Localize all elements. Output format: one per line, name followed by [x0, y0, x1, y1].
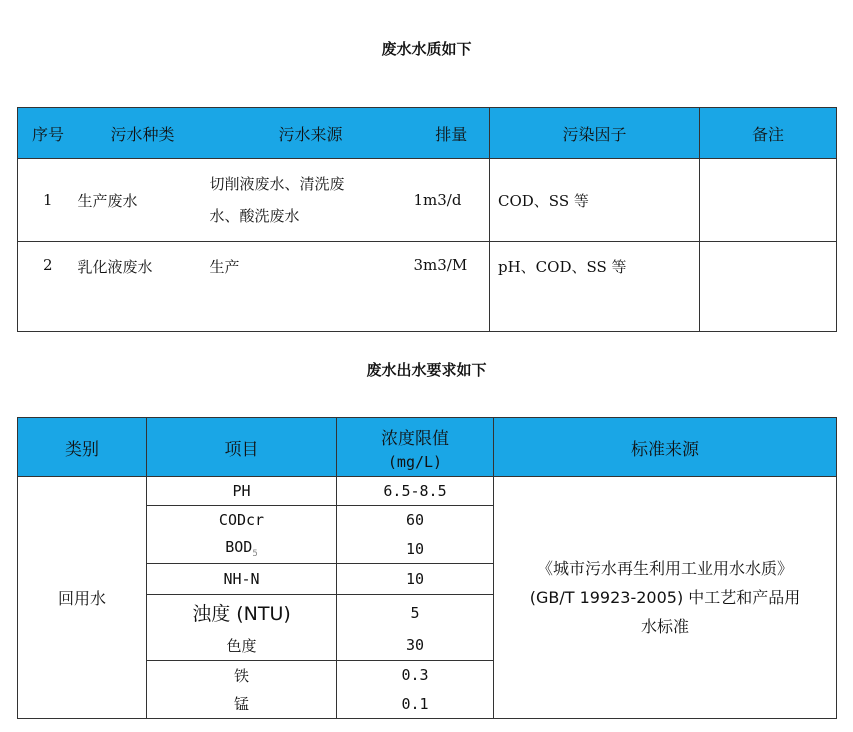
value-cell: 6.5-8.5 [337, 477, 494, 506]
header-item: 项目 [147, 418, 337, 477]
header-limit-label: 浓度限值 [381, 428, 449, 449]
item-cell: 浊度 (NTU) [147, 595, 337, 631]
standard-line1: 《城市污水再生利用工业用水水质》 [536, 559, 793, 578]
table-row [18, 477, 837, 506]
effluent-requirements-title: 废水出水要求如下 [366, 361, 487, 379]
item-cell: PH [147, 477, 337, 506]
item-cell [147, 535, 337, 564]
value-cell: 0.1 [337, 690, 494, 719]
item-cell: CODcr [147, 506, 337, 535]
value-cell: 10 [337, 564, 494, 595]
standard-line3: 水标准 [640, 617, 689, 636]
wastewater-quality-table [17, 107, 837, 332]
row-note [700, 159, 837, 242]
header-standard: 标准来源 [494, 418, 837, 477]
header-wastewater-source: 污水来源 [208, 108, 414, 159]
item-cell: 锰 [147, 690, 337, 719]
row-factor: COD、SS 等 [490, 159, 700, 242]
row-source: 生产 [208, 242, 414, 332]
row-type: 乳化液废水 [78, 242, 208, 332]
row-source-line2: 水、酸洗废水 [209, 207, 300, 225]
value-cell: 60 [337, 506, 494, 535]
value-cell: 10 [337, 535, 494, 564]
header-wastewater-type: 污水种类 [78, 108, 208, 159]
header-limit-unit: (mg/L) [387, 452, 443, 471]
category-cell: 回用水 [18, 477, 147, 719]
table-header-row [18, 418, 837, 477]
value-cell: 30 [337, 631, 494, 661]
header-note: 备注 [700, 108, 837, 159]
row-note [700, 242, 837, 332]
header-limit [337, 418, 494, 477]
row-factor: pH、COD、SS 等 [490, 242, 700, 332]
item-cell: 色度 [147, 631, 337, 661]
item-cell: 铁 [147, 661, 337, 690]
table-header-row [18, 108, 837, 159]
header-category: 类别 [18, 418, 147, 477]
value-cell: 5 [337, 595, 494, 631]
standard-line2: (GB/T 19923-2005) 中工艺和产品用 [529, 588, 801, 607]
table-row [18, 159, 837, 242]
row-amount: 3m3/M [414, 242, 490, 332]
table-row [18, 242, 837, 332]
item-text: BOD [225, 538, 253, 557]
standard-cell [494, 477, 837, 719]
wastewater-quality-title: 废水水质如下 [381, 40, 472, 58]
row-source [208, 159, 414, 242]
effluent-requirements-table [17, 417, 837, 719]
row-number: 1 [18, 159, 78, 242]
item-subscript: 5 [252, 549, 258, 560]
header-seq: 序号 [18, 108, 78, 159]
header-amount: 排量 [414, 108, 490, 159]
row-amount: 1m3/d [414, 159, 490, 242]
row-type: 生产废水 [78, 159, 208, 242]
row-number: 2 [18, 242, 78, 332]
value-cell: 0.3 [337, 661, 494, 690]
row-source-line1: 切削液废水、清洗废 [209, 175, 345, 193]
item-cell: NH-N [147, 564, 337, 595]
header-pollutant-factor: 污染因子 [490, 108, 700, 159]
